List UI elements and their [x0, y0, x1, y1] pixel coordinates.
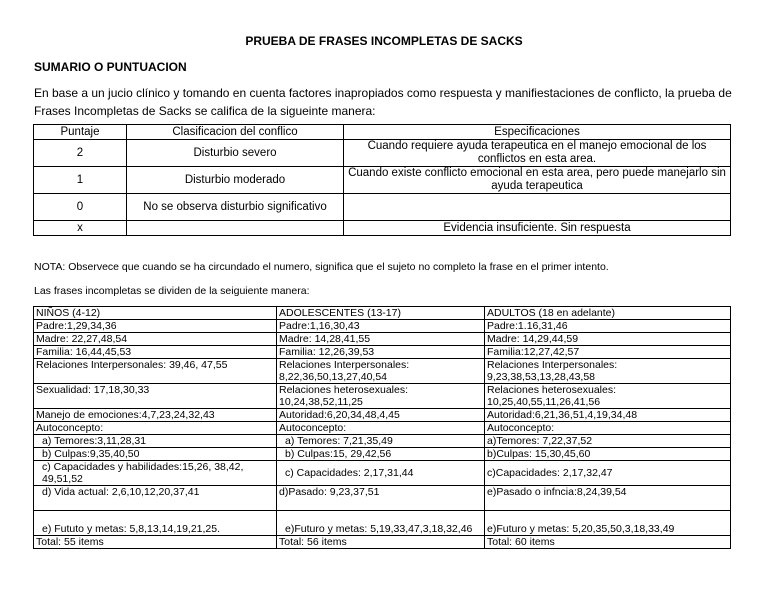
adolescentes-cell: Madre: 14,28,41,55 — [277, 333, 485, 346]
score-value: 1 — [34, 167, 127, 194]
groups-row — [34, 422, 731, 435]
header-clasificacion: Clasificacion del conflico — [127, 125, 344, 140]
scoring-row — [34, 167, 731, 194]
adultos-cell: e)Futuro y metas: 5,20,35,50,3,18,33,49 — [485, 511, 731, 536]
scoring-row — [34, 140, 731, 167]
ninos-cell: Relaciones Interpersonales: 39,46, 47,55 — [34, 359, 277, 384]
ninos-cell: Padre:1,29,34,36 — [34, 320, 277, 333]
ninos-cell: d) Vida actual: 2,6,10,12,20,37,41 — [34, 486, 277, 511]
score-specification: Cuando existe conflicto emocional en esta area, pero puede manejarlo sin ayuda terapeutica — [344, 167, 731, 194]
adolescentes-cell: Autoconcepto: — [277, 422, 485, 435]
adultos-total: Total: 60 items — [485, 536, 731, 549]
ninos-cell: Sexualidad: 17,18,30,33 — [34, 384, 277, 409]
page-title: PRUEBA DE FRASES INCOMPLETAS DE SACKS — [245, 34, 523, 48]
ninos-cell: e) Fututo y metas: 5,8,13,14,19,21,25. — [34, 511, 277, 536]
groups-total-row — [34, 536, 731, 549]
score-specification — [344, 194, 731, 221]
ninos-cell: c) Capacidades y habilidades:15,26, 38,42, 49,51,52 — [34, 461, 277, 486]
adolescentes-cell: d)Pasado: 9,23,37,51 — [277, 486, 485, 511]
adultos-cell: b)Culpas: 15,30,45,60 — [485, 448, 731, 461]
groups-row — [34, 486, 731, 511]
groups-header-row — [34, 307, 731, 320]
adolescentes-cell: c) Capacidades: 2,17,31,44 — [277, 461, 485, 486]
adultos-cell: Familia:12,27,42,57 — [485, 346, 731, 359]
score-classification — [127, 221, 344, 236]
adultos-cell: Relaciones heterosexuales: 10,25,40,55,11,26,41,56 — [485, 384, 731, 409]
ninos-cell: Madre: 22,27,48,54 — [34, 333, 277, 346]
ninos-total: Total: 55 items — [34, 536, 277, 549]
header-adultos: ADULTOS (18 en adelante) — [485, 307, 731, 320]
adolescentes-total: Total: 56 items — [277, 536, 485, 549]
score-value: x — [34, 221, 127, 236]
score-specification: Cuando requiere ayuda terapeutica en el manejo emocional de los conflictos en esta area. — [344, 140, 731, 167]
ninos-cell: b) Culpas:9,35,40,50 — [34, 448, 277, 461]
groups-row — [34, 435, 731, 448]
note-text: NOTA: Observece que cuando se ha circundado el numero, significa que el sujeto no completo la frase en el primer intento. — [34, 261, 609, 273]
scoring-row — [34, 221, 731, 236]
ninos-cell: Autoconcepto: — [34, 422, 277, 435]
adolescentes-cell: e)Futuro y metas: 5,19,33,47,3,18,32,46 — [277, 511, 485, 536]
adultos-cell: e)Pasado o infncia:8,24,39,54 — [485, 486, 731, 511]
adolescentes-cell: Relaciones heterosexuales: 10,24,38,52,11,25 — [277, 384, 485, 409]
score-specification: Evidencia insuficiente. Sin respuesta — [344, 221, 731, 236]
adultos-cell: c)Capacidades: 2,17,32,47 — [485, 461, 731, 486]
intro-paragraph: En base a un jucio clínico y tomando en cuenta factores inapropiados como respuesta y manifiestaciones de conflicto, la prueba de Frases Incompletas de Sacks se califica de la sigueinte manera: — [34, 86, 732, 118]
section-heading: SUMARIO O PUNTUACION — [34, 60, 187, 74]
adolescentes-cell: Relaciones Interpersonales: 8,22,36,50,13,27,40,54 — [277, 359, 485, 384]
header-puntaje: Puntaje — [34, 125, 127, 140]
adultos-cell: a)Temores: 7,22,37,52 — [485, 435, 731, 448]
groups-row — [34, 461, 731, 486]
groups-row — [34, 409, 731, 422]
header-ninos: NIÑOS (4-12) — [34, 307, 277, 320]
adolescentes-cell: Familia: 12,26,39,53 — [277, 346, 485, 359]
header-especificaciones: Especificaciones — [344, 125, 731, 140]
scoring-table — [33, 124, 731, 236]
adolescentes-cell: Autoridad:6,20,34,48,4,45 — [277, 409, 485, 422]
adolescentes-cell: b) Culpas:15, 29,42,56 — [277, 448, 485, 461]
groups-row — [34, 333, 731, 346]
adultos-cell: Autoconcepto: — [485, 422, 731, 435]
groups-row — [34, 511, 731, 536]
score-classification: Disturbio severo — [127, 140, 344, 167]
adultos-cell: Autoridad:6,21,36,51,4,19,34,48 — [485, 409, 731, 422]
ninos-cell: Familia: 16,44,45,53 — [34, 346, 277, 359]
ninos-cell: a) Temores:3,11,28,31 — [34, 435, 277, 448]
adolescentes-cell: a) Temores: 7,21,35,49 — [277, 435, 485, 448]
adolescentes-cell: Padre:1,16,30,43 — [277, 320, 485, 333]
groups-row — [34, 346, 731, 359]
header-adolescentes: ADOLESCENTES (13-17) — [277, 307, 485, 320]
ninos-cell: Manejo de emociones:4,7,23,24,32,43 — [34, 409, 277, 422]
scoring-header-row — [34, 125, 731, 140]
groups-row — [34, 384, 731, 409]
groups-row — [34, 359, 731, 384]
groups-row — [34, 320, 731, 333]
adultos-cell: Madre: 14,29,44,59 — [485, 333, 731, 346]
division-intro: Las frases incompletas se dividen de la seiguiente manera: — [34, 285, 310, 297]
score-value: 2 — [34, 140, 127, 167]
adultos-cell: Padre:1.16,31,46 — [485, 320, 731, 333]
score-value: 0 — [34, 194, 127, 221]
adultos-cell: Relaciones Interpersonales: 9,23,38,53,13,28,43,58 — [485, 359, 731, 384]
score-classification: Disturbio moderado — [127, 167, 344, 194]
scoring-row — [34, 194, 731, 221]
score-classification: No se observa disturbio significativo — [127, 194, 344, 221]
groups-row — [34, 448, 731, 461]
age-groups-table — [33, 306, 731, 549]
